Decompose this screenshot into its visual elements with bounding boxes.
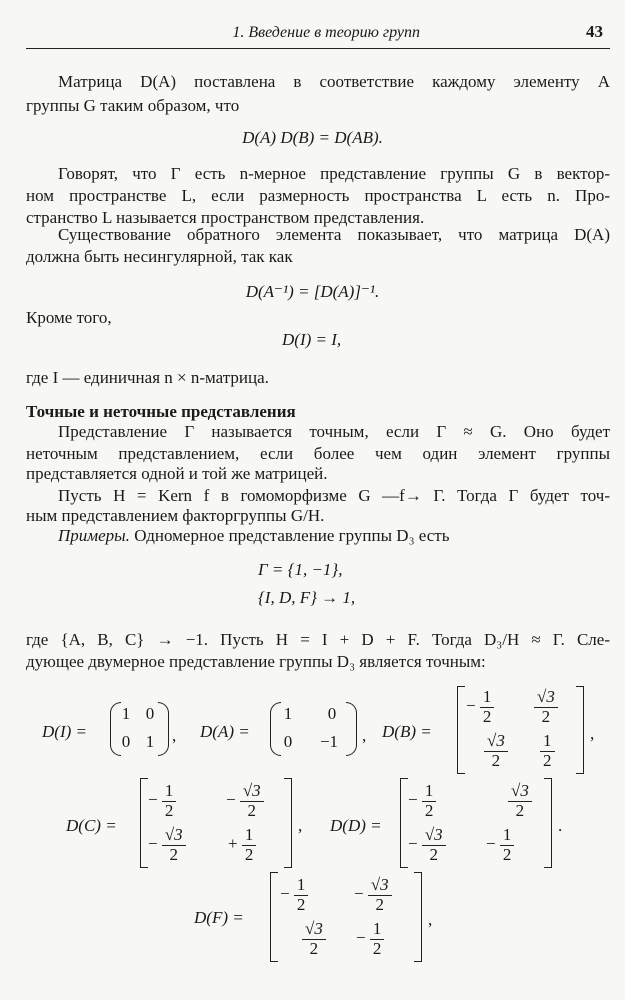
matrix-DD-a11: − $\frac{1}{2}$: [408, 782, 436, 820]
paragraph-7: [58, 526, 449, 546]
equation-5: {I, D, F} → 1,: [258, 588, 356, 607]
matrix-DB-comma: ,: [590, 724, 595, 743]
matrix-DC-a21: − $\frac{√3}{2}$: [148, 826, 186, 864]
paragraph-5-line-2: неточным представлением, если более чем один элемент группы: [26, 444, 610, 463]
matrix-DI-a12: 0: [145, 704, 155, 723]
matrix-DI-a21: 0: [121, 732, 131, 751]
matrix-DI-right-paren: [158, 702, 169, 756]
examples-text: Одномерное представление группы D₃ есть: [134, 526, 450, 545]
matrix-DC-label: D(C) =: [66, 816, 117, 835]
matrix-DI-label: D(I) =: [42, 722, 87, 741]
matrix-DI-comma: ,: [172, 726, 177, 745]
matrix-DA-a21: 0: [283, 732, 293, 751]
matrix-DC-a12: − $\frac{√3}{2}$: [226, 782, 264, 820]
matrix-DF-left-bracket: [270, 872, 278, 962]
matrix-DA-a12: 0: [327, 704, 337, 723]
paragraph-2-line-3: странство L называется пространством представления.: [26, 208, 425, 227]
matrix-DC-left-bracket: [140, 778, 148, 868]
matrix-DD-right-bracket: [544, 778, 552, 868]
matrix-DC-right-bracket: [284, 778, 292, 868]
matrix-DC-a11: − $\frac{1}{2}$: [148, 782, 176, 820]
matrix-DF-a21: $\frac{√3}{2}$: [302, 920, 326, 958]
matrix-DB-right-bracket: [576, 686, 584, 774]
paragraph-2-line-1: Говорят, что Γ есть n-мерное представление группы G в вектор-: [58, 164, 610, 183]
paragraph-3-line-1: Существование обратного элемента показывает, что матрица D(A): [58, 225, 610, 244]
matrix-DB-a22: $\frac{1}{2}$: [540, 732, 555, 770]
matrix-DB-a21: $\frac{√3}{2}$: [484, 732, 508, 770]
paragraph-4-line-2: где I — единичная n × n-матрица.: [26, 368, 269, 387]
matrix-DF-label: D(F) =: [194, 908, 244, 927]
paragraph-3-line-2: должна быть несингулярной, так как: [26, 247, 293, 266]
paragraph-1-line-1: Матрица D(A) поставлена в соответствие каждому элементу A: [58, 72, 610, 91]
paragraph-5-line-3: представляется одной и той же матрицей.: [26, 464, 328, 483]
matrix-DB-label: D(B) =: [382, 722, 432, 741]
matrix-DB-a12: $\frac{√3}{2}$: [534, 688, 558, 726]
matrix-DD-label: D(D) =: [330, 816, 382, 835]
matrix-DA-comma: ,: [362, 726, 367, 745]
header-rule: [26, 48, 610, 49]
matrix-DA-right-paren: [346, 702, 357, 756]
matrix-DA-a22: −1: [319, 732, 339, 751]
matrix-DD-a12: $\frac{√3}{2}$: [508, 782, 532, 820]
matrix-DC-comma: ,: [298, 816, 303, 835]
paragraph-1-line-2: группы G таким образом, что: [26, 96, 240, 115]
matrix-DF-comma: ,: [428, 910, 433, 929]
equation-4: Γ = {1, −1},: [258, 560, 343, 579]
paragraph-5-line-1: Представление Γ называется точным, если Γ ≈ G. Оно будет: [58, 422, 610, 441]
examples-label: Примеры.: [58, 526, 130, 545]
matrix-DD-a21: − $\frac{√3}{2}$: [408, 826, 446, 864]
matrix-DD-a22: − $\frac{1}{2}$: [486, 826, 514, 864]
matrix-DD-period: .: [558, 816, 563, 835]
matrix-DF-a22: − $\frac{1}{2}$: [356, 920, 384, 958]
equation-3: D(I) = I,: [282, 330, 342, 349]
matrix-DI-a22: 1: [145, 732, 155, 751]
matrix-DI-a11: 1: [121, 704, 131, 723]
matrix-DC-a22: + $\frac{1}{2}$: [228, 826, 256, 864]
page-number: 43: [586, 22, 603, 41]
running-header-title: 1. Введение в теорию групп: [232, 24, 420, 41]
matrix-DF-a11: − $\frac{1}{2}$: [280, 876, 308, 914]
matrix-DA-a11: 1: [283, 704, 293, 723]
matrix-DB-a11: − $\frac{1}{2}$: [466, 688, 494, 726]
paragraph-8-line-2: дующее двумерное представление группы D₃ является точным:: [26, 652, 486, 671]
matrix-DD-left-bracket: [400, 778, 408, 868]
paragraph-2-line-2: ном пространстве L, если размерность пространства L есть n. Про-: [26, 186, 610, 205]
paragraph-6-line-2: ным представлением факторгруппы G/H.: [26, 506, 325, 525]
matrix-DA-label: D(A) =: [200, 722, 250, 741]
paragraph-4-line-1: Кроме того,: [26, 308, 112, 327]
matrix-DF-a12: − $\frac{√3}{2}$: [354, 876, 392, 914]
paragraph-8-line-1: где {A, B, C} → −1. Пусть H = I + D + F. Тогда D₃/H ≈ Γ. Сле-: [26, 630, 610, 649]
paragraph-6-line-1: Пусть H = Kern f в гомоморфизме G —f→ Γ. Тогда Γ будет точ-: [58, 486, 610, 505]
matrix-DF-right-bracket: [414, 872, 422, 962]
section-heading: Точные и неточные представления: [26, 402, 296, 421]
equation-1: D(A) D(B) = D(AB).: [242, 128, 383, 147]
equation-2: D(A⁻¹) = [D(A)]⁻¹.: [245, 282, 380, 301]
matrix-DB-left-bracket: [457, 686, 465, 774]
